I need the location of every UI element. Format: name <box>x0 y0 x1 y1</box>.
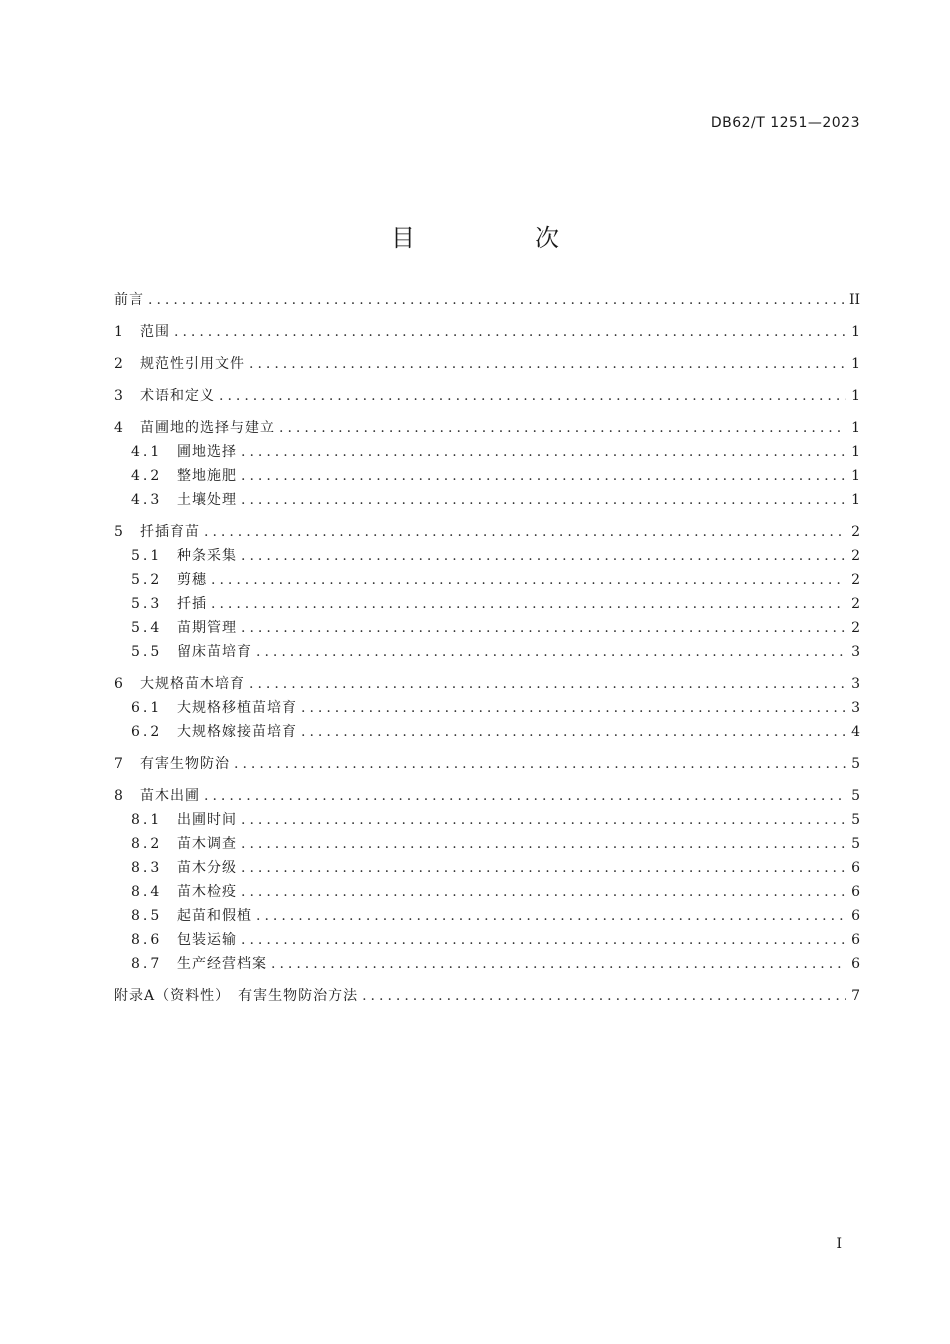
toc-entry-number: 4 <box>114 420 126 436</box>
toc-entry-number: 8.6 <box>131 932 163 948</box>
toc-entry[interactable] <box>114 832 860 856</box>
toc-leader-dots <box>241 488 846 512</box>
toc-entry-label: 苗圃地的选择与建立 <box>140 420 275 436</box>
toc-entry-page: 1 <box>851 468 860 484</box>
table-of-contents <box>114 288 860 1008</box>
toc-entry-number: 5.5 <box>131 644 163 660</box>
toc-entry-label: 扦插育苗 <box>140 524 200 540</box>
toc-leader-dots <box>256 904 846 928</box>
toc-entry-page: 5 <box>851 788 860 804</box>
toc-entry-label: 附录A（资料性） 有害生物防治方法 <box>114 988 359 1004</box>
toc-leader-dots <box>249 352 846 376</box>
toc-leader-dots <box>241 856 846 880</box>
toc-entry[interactable] <box>114 904 860 928</box>
toc-leader-dots <box>256 640 846 664</box>
toc-entry-page: 1 <box>851 420 860 436</box>
toc-entry-number: 2 <box>114 356 126 372</box>
toc-entry-label: 整地施肥 <box>177 468 237 484</box>
toc-entry-page: 2 <box>851 572 860 588</box>
toc-entry[interactable] <box>114 520 860 544</box>
toc-entry-page: 5 <box>851 756 860 772</box>
toc-entry-number: 4.2 <box>131 468 163 484</box>
toc-entry-page: 6 <box>851 932 860 948</box>
toc-entry-label: 圃地选择 <box>177 444 237 460</box>
toc-entry-label: 剪穗 <box>177 572 207 588</box>
toc-entry-page: 6 <box>851 956 860 972</box>
toc-entry-number: 3 <box>114 388 126 404</box>
toc-entry-page: II <box>848 292 860 308</box>
toc-entry-page: 2 <box>851 620 860 636</box>
toc-leader-dots <box>241 440 846 464</box>
toc-entry-label: 苗木检疫 <box>177 884 237 900</box>
toc-leader-dots <box>241 464 846 488</box>
toc-entry[interactable] <box>114 640 860 664</box>
toc-entry[interactable] <box>114 592 860 616</box>
toc-entry-page: 5 <box>851 812 860 828</box>
toc-entry-label: 留床苗培育 <box>177 644 252 660</box>
toc-entry-number: 1 <box>114 324 126 340</box>
toc-leader-dots <box>204 520 846 544</box>
toc-entry[interactable] <box>114 696 860 720</box>
toc-entry-number: 8.7 <box>131 956 163 972</box>
toc-entry-number: 4.3 <box>131 492 163 508</box>
toc-entry-page: 2 <box>851 596 860 612</box>
toc-entry-number: 6 <box>114 676 126 692</box>
toc-leader-dots <box>219 384 846 408</box>
toc-entry-number: 5.3 <box>131 596 163 612</box>
toc-entry-label: 苗期管理 <box>177 620 237 636</box>
toc-leader-dots <box>249 672 846 696</box>
toc-entry-number: 5 <box>114 524 126 540</box>
toc-entry-page: 1 <box>851 444 860 460</box>
toc-entry-page: 2 <box>851 548 860 564</box>
toc-entry[interactable] <box>114 880 860 904</box>
toc-entry-label: 前言 <box>114 292 144 308</box>
toc-entry[interactable] <box>114 568 860 592</box>
toc-entry[interactable] <box>114 616 860 640</box>
toc-leader-dots <box>148 288 845 312</box>
toc-entry-number: 6.2 <box>131 724 163 740</box>
page-title: 目 次 <box>391 224 607 253</box>
toc-entry-label: 扦插 <box>177 596 207 612</box>
toc-entry-page: 3 <box>851 700 860 716</box>
toc-entry-label: 苗木调查 <box>177 836 237 852</box>
toc-leader-dots <box>174 320 846 344</box>
toc-entry-label: 起苗和假植 <box>177 908 252 924</box>
toc-entry-number: 8 <box>114 788 126 804</box>
toc-entry[interactable] <box>114 544 860 568</box>
toc-entry-page: 7 <box>851 988 860 1004</box>
toc-entry[interactable] <box>114 720 860 744</box>
toc-entry-number: 7 <box>114 756 126 772</box>
toc-entry-label: 土壤处理 <box>177 492 237 508</box>
toc-entry-page: 6 <box>851 860 860 876</box>
toc-entry-label: 大规格苗木培育 <box>140 676 245 692</box>
toc-leader-dots <box>241 880 846 904</box>
toc-entry-page: 6 <box>851 884 860 900</box>
toc-entry-label: 出圃时间 <box>177 812 237 828</box>
toc-entry-page: 1 <box>851 356 860 372</box>
toc-entry-number: 8.5 <box>131 908 163 924</box>
toc-leader-dots <box>241 928 846 952</box>
page-number: I <box>836 1236 842 1252</box>
toc-entry-label: 大规格移植苗培育 <box>177 700 297 716</box>
toc-entry-label: 生产经营档案 <box>177 956 267 972</box>
toc-leader-dots <box>241 808 846 832</box>
toc-entry-number: 8.2 <box>131 836 163 852</box>
toc-entry-page: 2 <box>851 524 860 540</box>
toc-entry-page: 4 <box>851 724 860 740</box>
toc-entry-page: 5 <box>851 836 860 852</box>
toc-leader-dots <box>211 568 846 592</box>
toc-leader-dots <box>271 952 846 976</box>
toc-entry-number: 4.1 <box>131 444 163 460</box>
toc-entry[interactable] <box>114 672 860 696</box>
toc-leader-dots <box>204 784 846 808</box>
toc-entry-page: 1 <box>851 492 860 508</box>
toc-leader-dots <box>301 696 846 720</box>
toc-entry-label: 大规格嫁接苗培育 <box>177 724 297 740</box>
toc-entry-number: 8.3 <box>131 860 163 876</box>
toc-leader-dots <box>211 592 846 616</box>
toc-leader-dots <box>241 616 846 640</box>
toc-entry[interactable] <box>114 352 860 376</box>
toc-entry-label: 苗木出圃 <box>140 788 200 804</box>
toc-entry[interactable] <box>114 464 860 488</box>
toc-entry[interactable] <box>114 784 860 808</box>
toc-entry-label: 范围 <box>140 324 170 340</box>
toc-entry-label: 种条采集 <box>177 548 237 564</box>
toc-entry[interactable] <box>114 320 860 344</box>
toc-entry[interactable] <box>114 952 860 976</box>
toc-leader-dots <box>234 752 846 776</box>
toc-entry[interactable] <box>114 440 860 464</box>
document-code: DB62/T 1251—2023 <box>710 115 860 131</box>
toc-entry[interactable] <box>114 856 860 880</box>
toc-entry-page: 6 <box>851 908 860 924</box>
toc-entry-label: 术语和定义 <box>140 388 215 404</box>
toc-leader-dots <box>301 720 846 744</box>
toc-entry-number: 8.1 <box>131 812 163 828</box>
toc-entry-label: 有害生物防治 <box>140 756 230 772</box>
toc-entry-page: 3 <box>851 644 860 660</box>
toc-entry-label: 包装运输 <box>177 932 237 948</box>
toc-entry[interactable] <box>114 928 860 952</box>
toc-entry[interactable] <box>114 384 860 408</box>
toc-entry-number: 5.2 <box>131 572 163 588</box>
toc-entry-number: 5.1 <box>131 548 163 564</box>
toc-leader-dots <box>241 544 846 568</box>
toc-entry-number: 6.1 <box>131 700 163 716</box>
toc-entry[interactable] <box>114 752 860 776</box>
toc-entry[interactable] <box>114 984 860 1008</box>
toc-entry-page: 1 <box>851 324 860 340</box>
toc-entry-label: 规范性引用文件 <box>140 356 245 372</box>
toc-entry[interactable] <box>114 488 860 512</box>
toc-entry-page: 3 <box>851 676 860 692</box>
toc-entry-label: 苗木分级 <box>177 860 237 876</box>
toc-leader-dots <box>279 416 846 440</box>
toc-entry[interactable] <box>114 416 860 440</box>
toc-leader-dots <box>362 984 846 1008</box>
toc-entry[interactable] <box>114 288 860 312</box>
toc-entry-number: 5.4 <box>131 620 163 636</box>
toc-entry[interactable] <box>114 808 860 832</box>
toc-entry-page: 1 <box>851 388 860 404</box>
toc-entry-number: 8.4 <box>131 884 163 900</box>
toc-leader-dots <box>241 832 846 856</box>
